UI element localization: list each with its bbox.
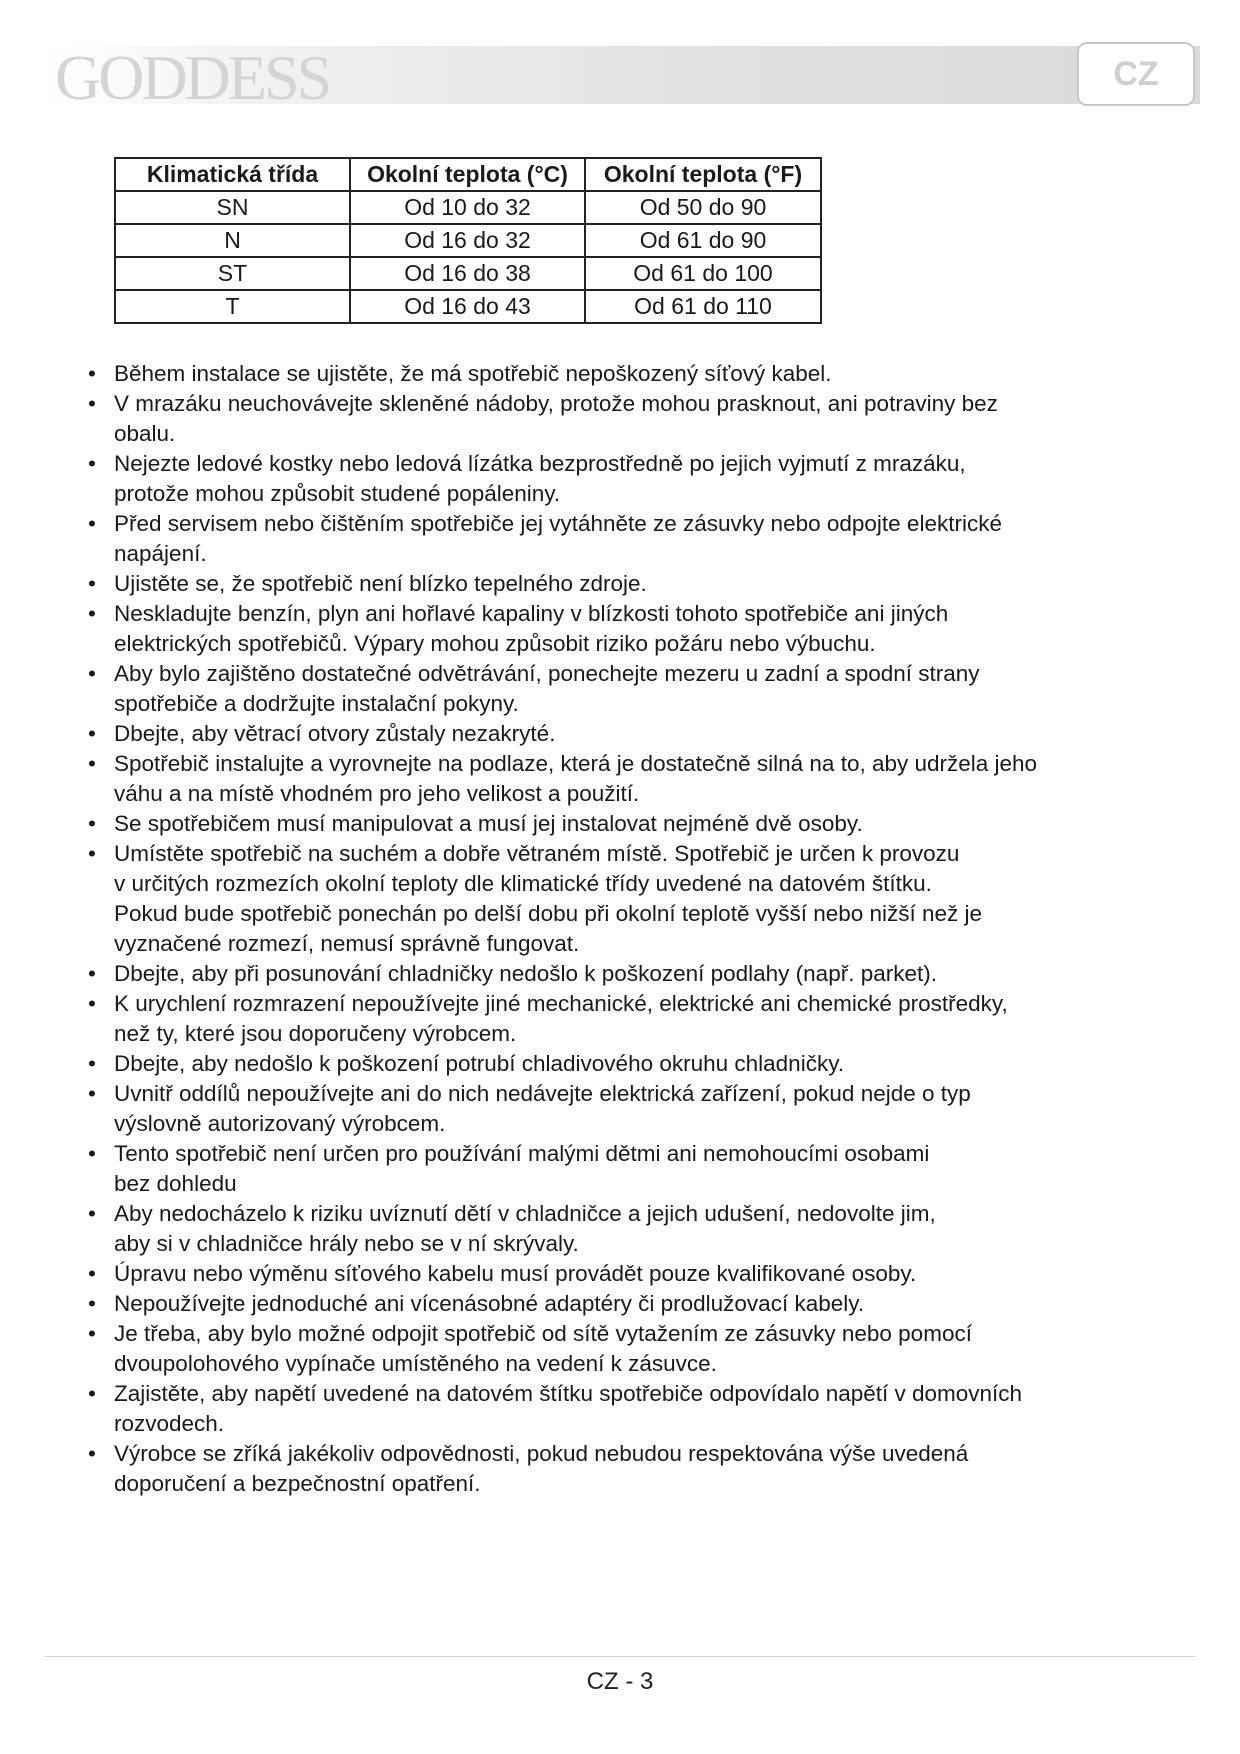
list-item: • Neskladujte benzín, plyn ani hořlavé kapaliny v blízkosti tohoto spotřebiče ani jiných elektrických spotřebičů. Výpary mohou způsobit riziko požáru nebo výbuchu.: [88, 599, 1168, 659]
table-cell: Od 16 do 38: [350, 257, 585, 290]
list-item: • Umístěte spotřebič na suchém a dobře větraném místě. Spotřebič je určen k provozu v určitých rozmezích okolní teploty dle klimatické třídy uvedené na datovém štítku. Pokud bude spotřebič ponechán po delší dobu při okolní teplotě vyšší nebo nižší než je vyznačené rozmezí, nemusí správně fungovat.: [88, 839, 1168, 959]
list-item: • Výrobce se zříká jakékoliv odpovědnosti, pokud nebudou respektována výše uvedená doporučení a bezpečnostní opatření.: [88, 1439, 1168, 1499]
table-cell: ST: [115, 257, 350, 290]
list-item: • Je třeba, aby bylo možné odpojit spotřebič od sítě vytažením ze zásuvky nebo pomocí dvoupolohového vypínače umístěného na vedení k zásuvce.: [88, 1319, 1168, 1379]
table-cell: T: [115, 290, 350, 323]
table-cell: Od 16 do 32: [350, 224, 585, 257]
table-cell: Od 16 do 43: [350, 290, 585, 323]
list-item: • Uvnitř oddílů nepoužívejte ani do nich nedávejte elektrická zařízení, pokud nejde o typ výslovně autorizovaný výrobcem.: [88, 1079, 1168, 1139]
list-item: • Před servisem nebo čištěním spotřebiče jej vytáhněte ze zásuvky nebo odpojte elektrické napájení.: [88, 509, 1168, 569]
list-item: • K urychlení rozmrazení nepoužívejte jiné mechanické, elektrické ani chemické prostředky, než ty, které jsou doporučeny výrobcem.: [88, 989, 1168, 1049]
table-row: [115, 191, 821, 224]
list-item: • Aby bylo zajištěno dostatečné odvětrávání, ponechejte mezeru u zadní a spodní strany spotřebiče a dodržujte instalační pokyny.: [88, 659, 1168, 719]
list-item: • Aby nedocházelo k riziku uvíznutí dětí v chladničce a jejich udušení, nedovolte jim, aby si v chladničce hrály nebo se v ní skrývaly.: [88, 1199, 1168, 1259]
table-cell: Od 61 do 110: [585, 290, 821, 323]
list-item: • Dbejte, aby nedošlo k poškození potrubí chladivového okruhu chladničky.: [88, 1049, 1168, 1079]
table-row: [115, 224, 821, 257]
page-number: CZ - 3: [586, 1668, 654, 1695]
table-cell: Od 10 do 32: [350, 191, 585, 224]
table-cell: Od 61 do 100: [585, 257, 821, 290]
list-item: • V mrazáku neuchovávejte skleněné nádoby, protože mohou prasknout, ani potraviny bez obalu.: [88, 389, 1168, 449]
brand-logo: GODDESS: [55, 42, 330, 113]
list-item: • Dbejte, aby při posunování chladničky nedošlo k poškození podlahy (např. parket).: [88, 959, 1168, 989]
safety-instructions-list: [88, 359, 1168, 1499]
table-cell: SN: [115, 191, 350, 224]
list-item: • Během instalace se ujistěte, že má spotřebič nepoškozený síťový kabel.: [88, 359, 1168, 389]
list-item: • Se spotřebičem musí manipulovat a musí jej instalovat nejméně dvě osoby.: [88, 809, 1168, 839]
table-cell: N: [115, 224, 350, 257]
table-header-row: [115, 158, 821, 191]
list-item: • Nepoužívejte jednoduché ani vícenásobné adaptéry či prodlužovací kabely.: [88, 1289, 1168, 1319]
language-tab: CZ: [1077, 42, 1195, 106]
column-header-climate-class: Klimatická třída: [115, 158, 350, 191]
list-item: • Nejezte ledové kostky nebo ledová lízátka bezprostředně po jejich vyjmutí z mrazáku, protože mohou způsobit studené popáleniny.: [88, 449, 1168, 509]
table-cell: Od 50 do 90: [585, 191, 821, 224]
table-row: [115, 257, 821, 290]
list-item: • Tento spotřebič není určen pro používání malými dětmi ani nemohoucími osobami bez dohledu: [88, 1139, 1168, 1199]
table-row: [115, 290, 821, 323]
list-item: • Ujistěte se, že spotřebič není blízko tepelného zdroje.: [88, 569, 1168, 599]
climate-class-table: [114, 157, 822, 324]
list-item: • Dbejte, aby větrací otvory zůstaly nezakryté.: [88, 719, 1168, 749]
list-item: • Spotřebič instalujte a vyrovnejte na podlaze, která je dostatečně silná na to, aby udržela jeho váhu a na místě vhodném pro jeho velikost a použití.: [88, 749, 1168, 809]
column-header-temp-celsius: Okolní teplota (°C): [350, 158, 585, 191]
list-item: • Úpravu nebo výměnu síťového kabelu musí provádět pouze kvalifikované osoby.: [88, 1259, 1168, 1289]
list-item: • Zajistěte, aby napětí uvedené na datovém štítku spotřebiče odpovídalo napětí v domovních rozvodech.: [88, 1379, 1168, 1439]
column-header-temp-fahrenheit: Okolní teplota (°F): [585, 158, 821, 191]
footer-divider: [44, 1656, 1196, 1657]
table-cell: Od 61 do 90: [585, 224, 821, 257]
